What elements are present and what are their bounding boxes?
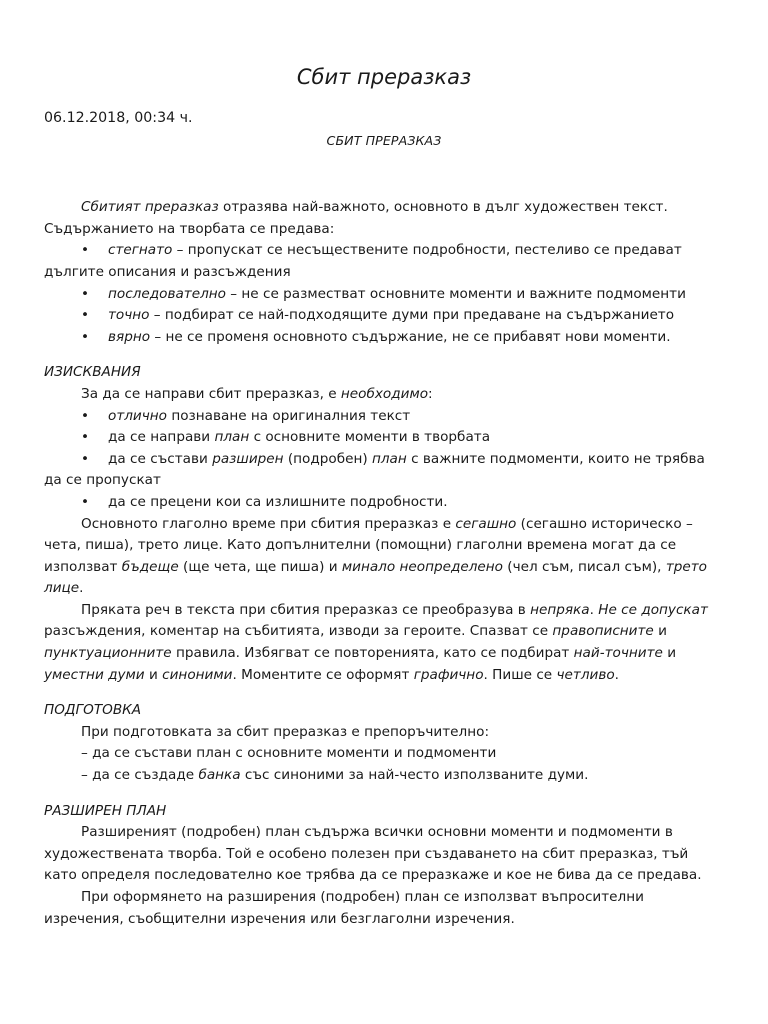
list-item: • последователно – не се разместват основните моменти и важните подмоменти (44, 284, 724, 306)
preparation-lead: При подготовката за сбит преразказ е препоръчително: (81, 723, 490, 740)
preparation-item-2: – да се създаде банка със синоними за най-често използваните думи. (81, 767, 589, 784)
requirements-lead: За да се направи сбит преразказ, е необходимо: (81, 385, 433, 402)
list-item: • вярно – не се променя основното съдържание, не се прибавят нови моменти. (44, 327, 724, 349)
bullet-icon: • (81, 407, 90, 424)
list-item: • точно – подбират се най-подходящите думи при предаване на съдържанието (44, 305, 724, 327)
document-title: Сбит преразказ (296, 65, 472, 89)
bullet-icon: • (81, 307, 90, 324)
intro-paragraph: Сбитият преразказ отразява най-важното, основното в дълг художествен текст. Съдържанието на творбата се предава: (44, 199, 668, 237)
list-item: • стегнато – пропускат се несъществените подробности, пестеливо се предават дългите описания и разсъждения (44, 242, 682, 280)
extended-plan-heading: РАЗШИРЕН ПЛАН (44, 802, 167, 819)
intro-bullet-list (44, 240, 724, 348)
date-stamp: 06.12.2018, 00:34 ч. (44, 110, 193, 126)
requirements-heading: ИЗИСКВАНИЯ (44, 364, 141, 381)
spacer (44, 151, 724, 197)
speech-paragraph: Пряката реч в текста при сбития преразказ се преобразува в непряка. Не се допускат разсъждения, коментар на събитията, изводи за героите. Спазват се правописните и пунктуационните правила. Избягват се повторенията, като се подбират най-точните и уместни думи и синоними. Моментите се оформят графично. Пише се четливо. (44, 601, 708, 683)
list-item: • да се направи план с основните моменти в творбата (44, 427, 724, 449)
extended-plan-paragraph-2: При оформянето на разширения (подробен) план се използват въпросителни изречения, съобщителни изречения или безглаголни изречения. (44, 889, 644, 927)
bullet-icon: • (81, 493, 90, 510)
bullet-icon: • (81, 328, 90, 345)
list-item: • отлично познаване на оригиналния текст (44, 406, 724, 428)
bullet-icon: • (81, 242, 90, 259)
document-subtitle: СБИТ ПРЕРАЗКАЗ (326, 132, 442, 148)
list-item: • да се прецени кои са излишните подробности. (44, 492, 724, 514)
extended-plan-paragraph-1: Разширеният (подробен) план съдържа всички основни моменти и подмоменти в художествената творба. Той е особено полезен при създаването на сбит преразказ, тъй като определя последователно кое трябва да се преразкаже и кое не бива да се предава. (44, 824, 702, 884)
preparation-item-1: – да се състави план с основните моменти и подмоменти (81, 745, 497, 762)
bullet-icon: • (81, 285, 90, 302)
list-item: • да се състави разширен (подробен) план с важните подмоменти, които не трябва да се пропускат (44, 450, 705, 489)
bullet-icon: • (81, 450, 90, 467)
bullet-icon: • (81, 429, 90, 446)
requirements-bullet-list (44, 406, 724, 514)
tense-paragraph: Основното глаголно време при сбития преразказ е сегашно (сегашно историческо – чета, пиша), трето лице. Като допълнителни (помощни) глаголни времена могат да се използват бъдеще (ще чета, ще пиша) и минало неопределено (чел съм, писал съм), трето лице. (44, 515, 707, 597)
preparation-heading: ПОДГОТОВКА (44, 702, 142, 719)
intro-term: Сбитият преразказ (81, 199, 219, 216)
